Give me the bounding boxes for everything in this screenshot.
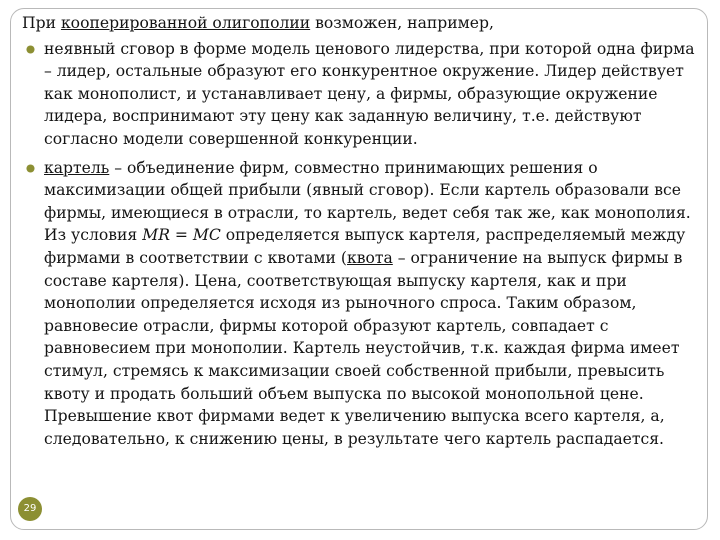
cartel-text-part1: – объединение фирм, совместно принимающих решения о максимизации общей прибыли (явный сговор). Если картель образовали все фирмы, имеющиеся в отрасли, то картель, ведет себя так же, как монополия. Из условия <box>44 158 691 245</box>
slide-content <box>22 12 698 456</box>
intro-paragraph <box>22 12 698 35</box>
bullet-list <box>22 38 698 451</box>
intro-prefix: При <box>22 14 61 32</box>
bullet-implicit-collusion <box>22 38 698 151</box>
bullet-cartel <box>22 157 698 451</box>
cartel-formula: MR = MC <box>142 226 221 245</box>
cartel-text-part2: определяется выпуск картеля, распределяемый между фирмами в соответствии с квотами ( <box>44 226 686 267</box>
page-number-badge: 29 <box>18 497 42 521</box>
bullet-marker-icon <box>26 45 35 54</box>
bullet-marker-icon <box>26 164 35 173</box>
cartel-text-part3: – ограничение на выпуск фирмы в составе картеля). Цена, соответствующая выпуску картеля, как и при монополии определяется исходя из рыночного спроса. Таким образом, равновесие отрасли, фирмы которой образуют картель, совпадает с равновесием при монополии. Картель неустойчив, т.к. каждая фирма имеет стимул, стремясь к максимизации своей собственной прибыли, превысить квоту и продать больший объем выпуска по высокой монопольной цене. Превышение квот фирмами ведет к увеличению выпуска всего картеля, а, следовательно, к снижению цены, в результате чего картель распадается. <box>44 248 683 448</box>
cartel-term: картель <box>44 158 110 177</box>
quota-term: квота <box>346 248 393 267</box>
intro-suffix: возможен, например, <box>310 14 494 32</box>
bullet-text: неявный сговор в форме модель ценового лидерства, при которой одна фирма – лидер, остальные образуют его конкурентное окружение. Лидер действует как монополист, и устанавливает цену, а фирмы, образующие окружение лидера, воспринимают эту цену как заданную величину, т.е. действуют согласно модели совершенной конкуренции. <box>44 39 695 148</box>
intro-term: кооперированной олигополии <box>60 14 311 32</box>
